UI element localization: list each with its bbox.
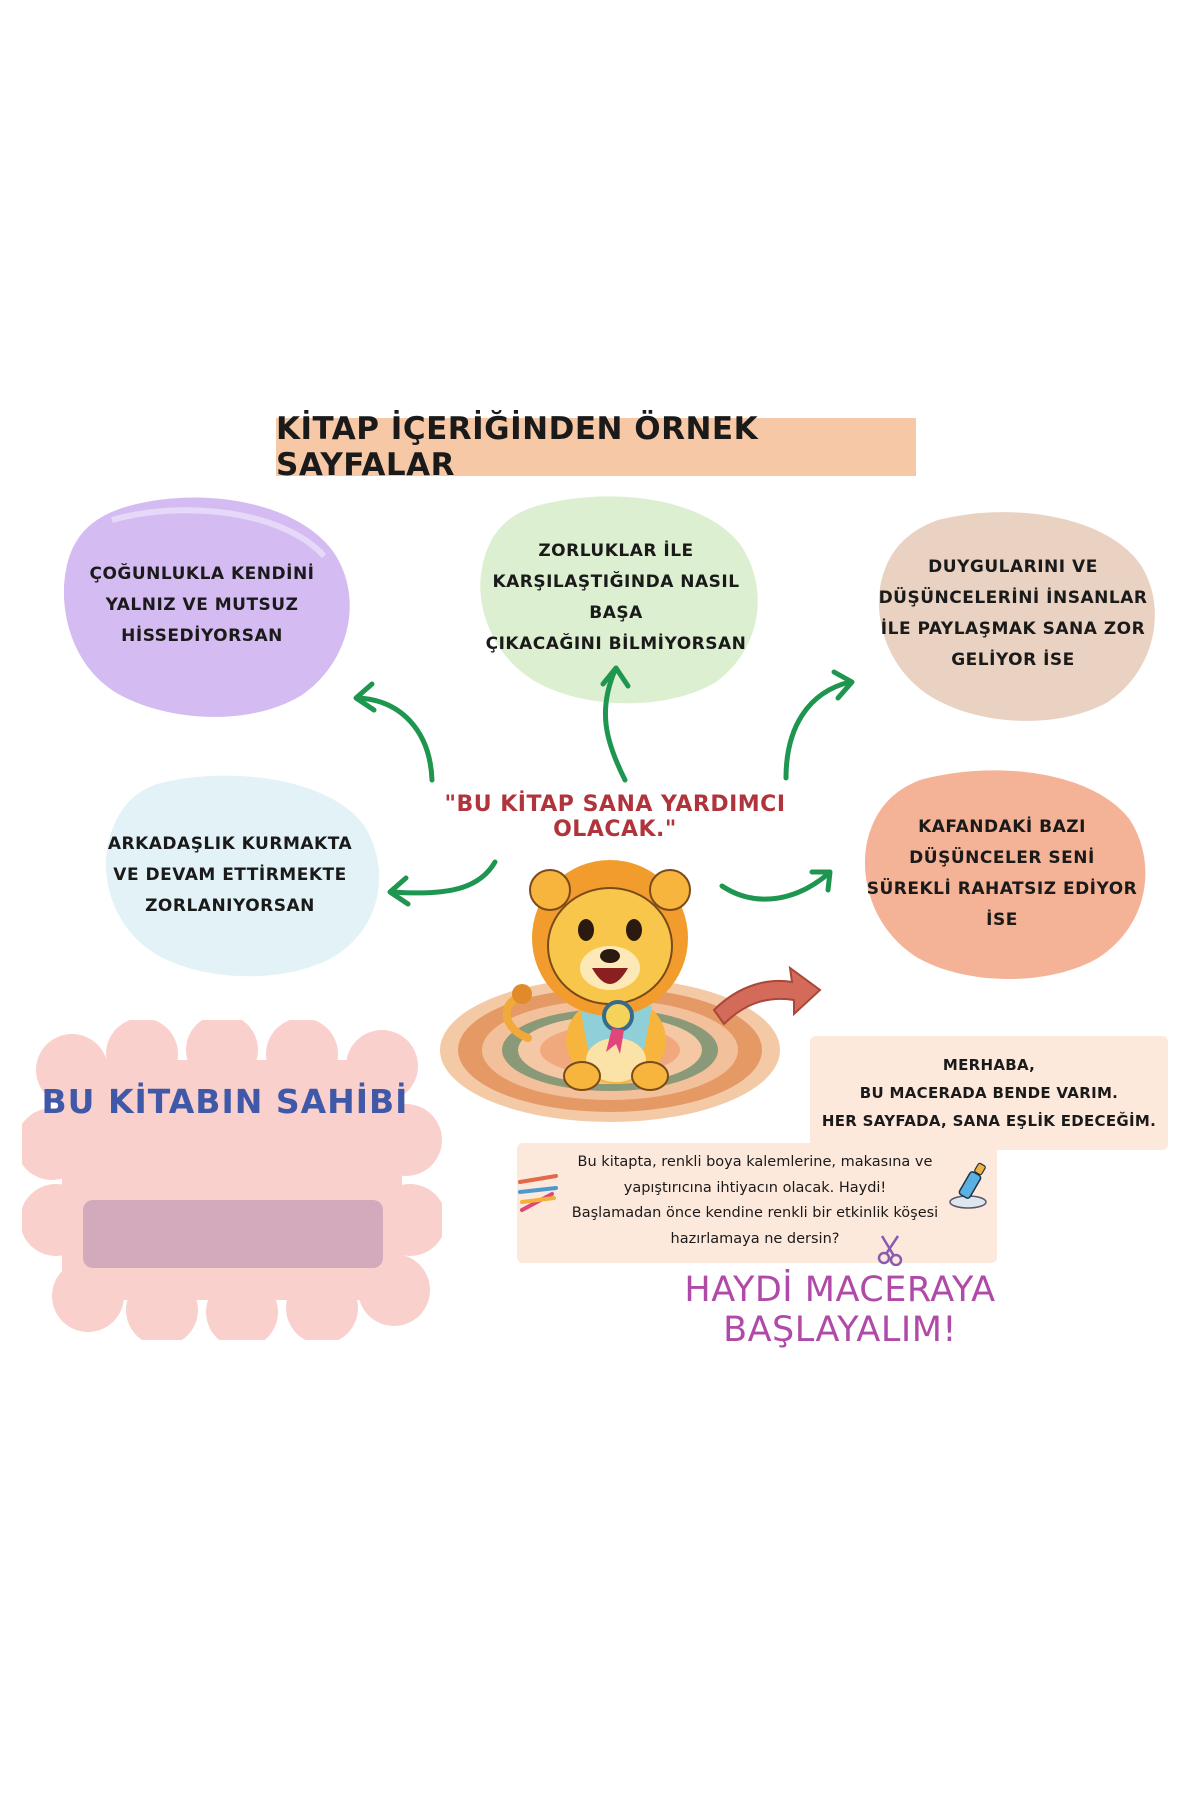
bubble-friendship-line-2: VE DEVAM ETTİRMEKTE bbox=[113, 864, 347, 885]
owner-scalloped-frame bbox=[22, 1020, 442, 1340]
bubble-thoughts-line-3: SÜREKLİ RAHATSIZ EDİYOR bbox=[866, 879, 1138, 899]
adventure-cta: HAYDİ MACERAYA BAŞLAYALIM! bbox=[684, 1270, 996, 1350]
bubble-difficulties-line-2: KARŞILAŞTIĞINDA NASIL BAŞA bbox=[492, 572, 740, 623]
bubble-lonely-line-1: ÇOĞUNLUKLA KENDİNİ bbox=[89, 563, 315, 584]
bubble-thoughts-line-1: KAFANDAKİ BAZI bbox=[918, 817, 1086, 837]
supplies-line-2: yapıştırıcına ihtiyacın olacak. Haydi! bbox=[623, 1179, 887, 1196]
greeting-line-1: MERHABA, bbox=[942, 1056, 1036, 1074]
bubble-thoughts-line-2: DÜŞÜNCELER SENİ bbox=[909, 848, 1095, 868]
arrow-to-difficulties-head bbox=[603, 668, 628, 686]
greeting-box bbox=[810, 1036, 1168, 1150]
bubble-lonely-line-2: YALNIZ VE MUTSUZ bbox=[105, 594, 299, 615]
bubble-friendship-line-1: ARKADAŞLIK KURMAKTA bbox=[107, 833, 353, 854]
bubble-feelings-line-3: İLE PAYLAŞMAK SANA ZOR bbox=[880, 619, 1146, 639]
greeting-line-2: BU MACERADA BENDE VARIM. bbox=[859, 1084, 1119, 1102]
supplies-line-1: Bu kitapta, renkli boya kalemlerine, makasına ve bbox=[577, 1154, 933, 1170]
scissors-icon bbox=[874, 1232, 908, 1266]
bubble-friendship-line-3: ZORLANIYORSAN bbox=[145, 895, 315, 916]
bubble-lonely-line-3: HİSSEDİYORSAN bbox=[121, 625, 283, 646]
bubble-feelings-line-2: DÜŞÜNCELERİNİ İNSANLAR bbox=[878, 588, 1148, 608]
greeting-line-3: HER SAYFADA, SANA EŞLİK EDECEĞİM. bbox=[821, 1112, 1157, 1130]
bubble-feelings-line-4: GELİYOR İSE bbox=[951, 650, 1075, 670]
arrow-to-difficulties bbox=[605, 670, 625, 780]
pencils-icon bbox=[516, 1168, 562, 1218]
bubble-difficulties-line-3: ÇIKACAĞINI BİLMİYORSAN bbox=[485, 634, 747, 654]
bubble-difficulties-line-1: ZORLUKLAR İLE bbox=[538, 541, 694, 561]
page-title: KİTAP İÇERİĞİNDEN ÖRNEK SAYFALAR bbox=[276, 418, 916, 476]
center-quote: "BU KİTAP SANA YARDIMCI OLACAK." bbox=[444, 792, 786, 842]
supplies-line-4: hazırlamaya ne dersin? bbox=[670, 1230, 840, 1247]
supplies-line-3: Başlamadan önce kendine renkli bir etkinlik köşesi bbox=[571, 1205, 939, 1221]
bubble-thoughts-line-4: İSE bbox=[986, 910, 1018, 930]
arrow-to-lonely bbox=[358, 698, 432, 780]
owner-title: BU KİTABIN SAHİBİ bbox=[41, 1082, 409, 1121]
owner-name-field[interactable] bbox=[83, 1200, 383, 1268]
glue-icon bbox=[946, 1162, 996, 1212]
curved-arrow-icon bbox=[710, 960, 830, 1030]
bubble-feelings-line-1: DUYGULARINI VE bbox=[928, 557, 1098, 577]
